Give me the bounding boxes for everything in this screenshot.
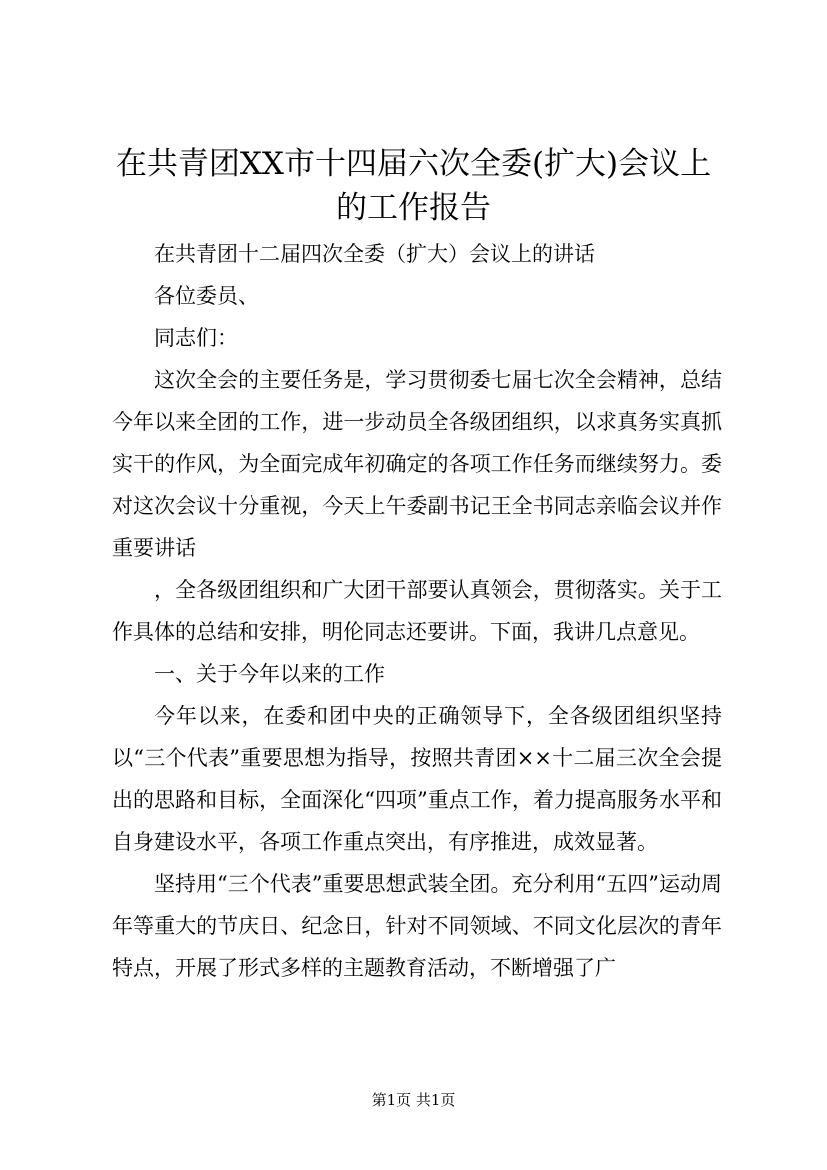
paragraph-main-task: 这次全会的主要任务是，学习贯彻委七届七次全会精神，总结今年以来全团的工作，进一步动员全各级团组织，以求真务实真抓实干的作风，为全面完成年初确定的各项工作任务而继续努力。委对这次会议十分重视，今天上午委副书记王全书同志亲临会议并作重要讲话 bbox=[112, 368, 722, 560]
paragraph-work-summary: 今年以来，在委和团中央的正确领导下，全各级团组织坚持以“三个代表”重要思想为指导，按照共青团××十二届三次全会提出的思路和目标，全面深化“四项”重点工作，着力提高服务水平和自身建设水平，各项工作重点突出，有序推进，成效显著。 bbox=[112, 704, 722, 854]
section-heading-work-review: 一、关于今年以来的工作 bbox=[154, 662, 385, 686]
document-body bbox=[112, 233, 722, 989]
paragraph-implementation: ，全各级团组织和广大团干部要认真领会，贯彻落实。关于工作具体的总结和安排，明伦同志还要讲。下面，我讲几点意见。 bbox=[112, 578, 722, 644]
title-line-2: 的工作报告 bbox=[336, 190, 491, 226]
paragraph-salutation-members: 各位委员、 bbox=[154, 284, 259, 308]
paragraph-salutation-comrades: 同志们： bbox=[154, 326, 238, 350]
paragraph-speech-heading: 在共青团十二届四次全委（扩大）会议上的讲话 bbox=[154, 242, 595, 266]
page-footer: 第1页 共1页 bbox=[371, 1091, 456, 1109]
document-title bbox=[60, 142, 767, 230]
paragraph-three-represents: 坚持用“三个代表”重要思想武装全团。充分利用“五四”运动周年等重大的节庆日、纪念日，针对不同领域、不同文化层次的青年特点，开展了形式多样的主题教育活动，不断增强了广 bbox=[112, 872, 722, 980]
title-line-1: 在共青团XX市十四届六次全委(扩大)会议上 bbox=[115, 146, 712, 182]
